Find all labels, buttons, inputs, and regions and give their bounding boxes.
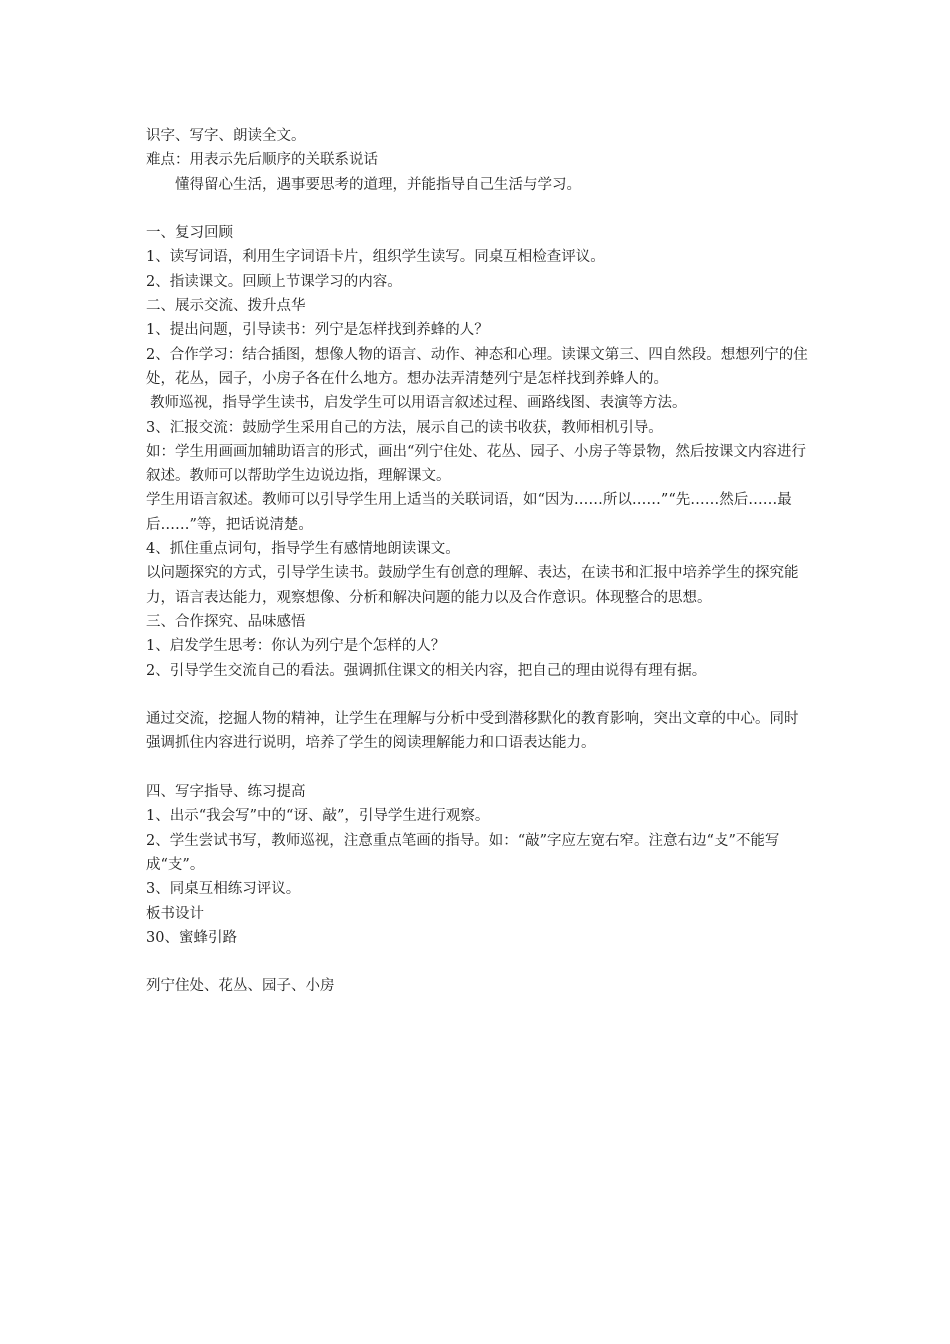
section-heading: 三、合作探究、品味感悟 (146, 613, 306, 630)
blank-line (146, 683, 810, 707)
paragraph: 通过交流，挖掘人物的精神，让学生在理解与分析中受到潜移默化的教育影响，突出文章的中心。同时强调抓住内容进行说明，培养了学生的阅读理解能力和口语表达能力。 (146, 711, 799, 752)
section-heading: 二、展示交流、拨升点华 (146, 298, 306, 315)
text-line: 2、引导学生交流自己的看法。强调抓住课文的相关内容，把自己的理由说得有理有据。 (146, 662, 707, 679)
text-line: 3、同桌互相练习评议。 (146, 881, 301, 898)
text-line: 2、指读课文。回顾上节课学习的内容。 (146, 273, 402, 290)
paragraph: 如：学生用画画加辅助语言的形式，画出“列宁住处、花丛、园子、小房子等景物，然后按课文内容进行叙述。教师可以帮助学生边说边指，理解课文。 (146, 443, 806, 485)
text-line: 教师巡视，指导学生读书，启发学生可以用语言叙述过程、画路线图、表演等方法。 (150, 395, 687, 412)
blank-line (146, 756, 810, 780)
text-line: 1、读写词语，利用生字词语卡片，组织学生读写。同桌互相检查评议。 (146, 249, 605, 266)
text-line: 4、抓住重点词句，指导学生有感情地朗读课文。 (146, 541, 460, 558)
text-line: 3、汇报交流：鼓励学生采用自己的方法，展示自己的读书收获，教师相机引导。 (146, 419, 663, 436)
paragraph: 2、学生尝试书写，教师巡视，注意重点笔画的指导。如：“敲”字应左宽右窄。注意右边“攴”不能写成“支”。 (146, 832, 780, 873)
paragraph: 学生用语言叙述。教师可以引导学生用上适当的关联词语，如“因为……所以……”“先……然后……最后……”等，把话说清楚。 (146, 492, 792, 533)
blank-line (146, 197, 810, 221)
section-heading: 板书设计 (146, 905, 204, 922)
text-line: 难点：用表示先后顺序的关联系说话 (146, 152, 378, 169)
text-line: 识字、写字、朗读全文。 (146, 128, 306, 144)
section-heading: 一、复习回顾 (146, 225, 233, 242)
text-line: 懂得留心生活，遇事要思考的道理，并能指导自己生活与学习。 (175, 176, 581, 193)
board-content: 列宁住处、花丛、园子、小房 (146, 978, 335, 995)
board-title: 30、蜜蜂引路 (146, 929, 237, 946)
paragraph: 以问题探究的方式，引导学生读书。鼓励学生有创意的理解、表达，在读书和汇报中培养学生的探究能力，语言表达能力，观察想像、分析和解决问题的能力以及合作意识。体现整合的思想。 (146, 565, 799, 606)
text-line: 1、提出问题，引导读书：列宁是怎样找到养蜂的人？ (146, 322, 489, 339)
paragraph: 2、合作学习：结合插图，想像人物的语言、动作、神态和心理。读课文第三、四自然段。想想列宁的住处，花丛，园子，小房子各在什么地方。想办法弄清楚列宁是怎样找到养蜂人的。 (146, 346, 808, 387)
section-heading: 四、写字指导、练习提高 (146, 784, 306, 801)
text-line: 1、出示“我会写”中的“讶、敲”，引导学生进行观察。 (146, 808, 490, 825)
blank-line (146, 950, 810, 974)
text-line: 1、启发学生思考：你认为列宁是个怎样的人？ (146, 638, 446, 655)
document-body (146, 124, 810, 999)
